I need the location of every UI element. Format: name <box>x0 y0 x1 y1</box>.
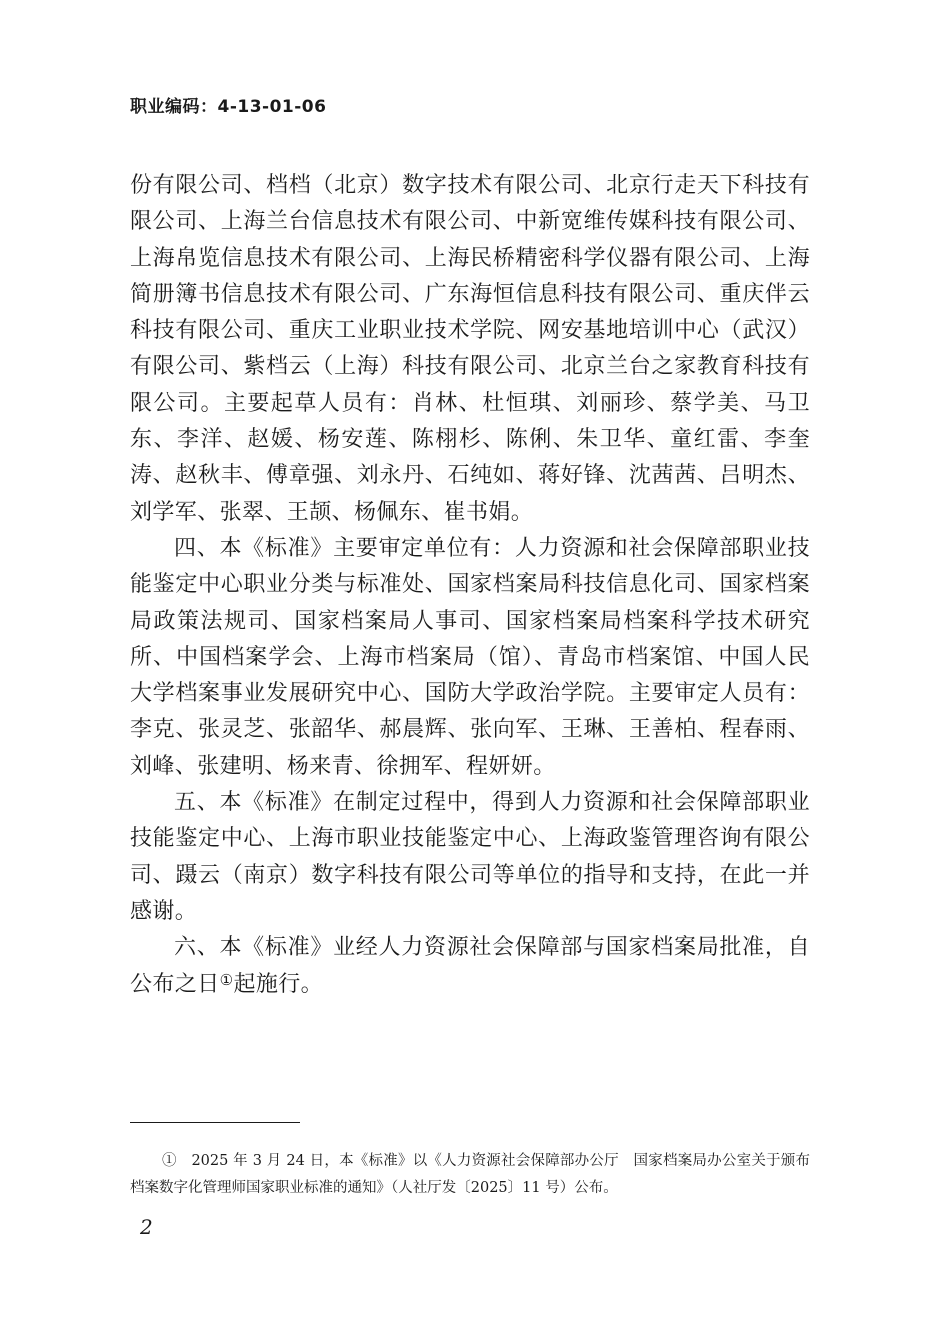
effective-date-text-end: 起施行。 <box>233 971 324 997</box>
page-number: 2 <box>140 1215 153 1239</box>
main-text <box>130 168 810 1003</box>
paragraph-acknowledgement: 五、本《标准》在制定过程中，得到人力资源和社会保障部职业技能鉴定中心、上海市职业技能鉴定中心、上海政鉴管理咨询有限公司、蹑云（南京）数字科技有限公司等单位的指导和支持，在此一并感谢。 <box>130 790 810 924</box>
effective-date-text: 六、本《标准》业经人力资源社会保障部与国家档案局批准，自公布之日 <box>130 935 810 997</box>
footnote-reference-mark: ① <box>219 970 234 989</box>
paragraph-drafting-units: 份有限公司、档档（北京）数字技术有限公司、北京行走天下科技有限公司、上海兰台信息技术有限公司、中新宽维传媒科技有限公司、上海帛览信息技术有限公司、上海民桥精密科学仪器有限公司、上海简册簿书信息技术有限公司、广东海恒信息科技有限公司、重庆伴云科技有限公司、重庆工业职业技术学院、网安基地培训中心（武汉）有限公司、紫档云（上海）科技有限公司、北京兰台之家教育科技有限公司。主要起草人员有：肖林、杜恒琪、刘丽珍、蔡学美、马卫东、李洋、赵媛、杨安莲、陈栩杉、陈俐、朱卫华、童红雷、李奎涛、赵秋丰、傅章强、刘永丹、石纯如、蒋好锋、沈茜茜、吕明杰、刘学军、张翠、王颉、杨佩东、崔书娟。 <box>130 173 810 525</box>
occupation-code-header: 职业编码：4-13-01-06 <box>130 97 327 117</box>
footnote-separator <box>130 1122 300 1123</box>
paragraph-effective-date <box>130 930 810 1003</box>
footnote: ① 2025 年 3 月 24 日，本《标准》以《人力资源社会保障部办公厅 国家档案局办公室关于颁布档案数字化管理师国家职业标准的通知》（人社厅发〔2025〕11 号）公布。 <box>130 1153 810 1196</box>
paragraph-review-units: 四、本《标准》主要审定单位有：人力资源和社会保障部职业技能鉴定中心职业分类与标准处、国家档案局科技信息化司、国家档案局政策法规司、国家档案局人事司、国家档案局档案科学技术研究所、中国档案学会、上海市档案局（馆）、青岛市档案馆、中国人民大学档案事业发展研究中心、国防大学政治学院。主要审定人员有：李克、张灵芝、张韶华、郝晨辉、张向军、王琳、王善柏、程春雨、刘峰、张建明、杨来青、徐拥军、程妍妍。 <box>130 535 810 779</box>
